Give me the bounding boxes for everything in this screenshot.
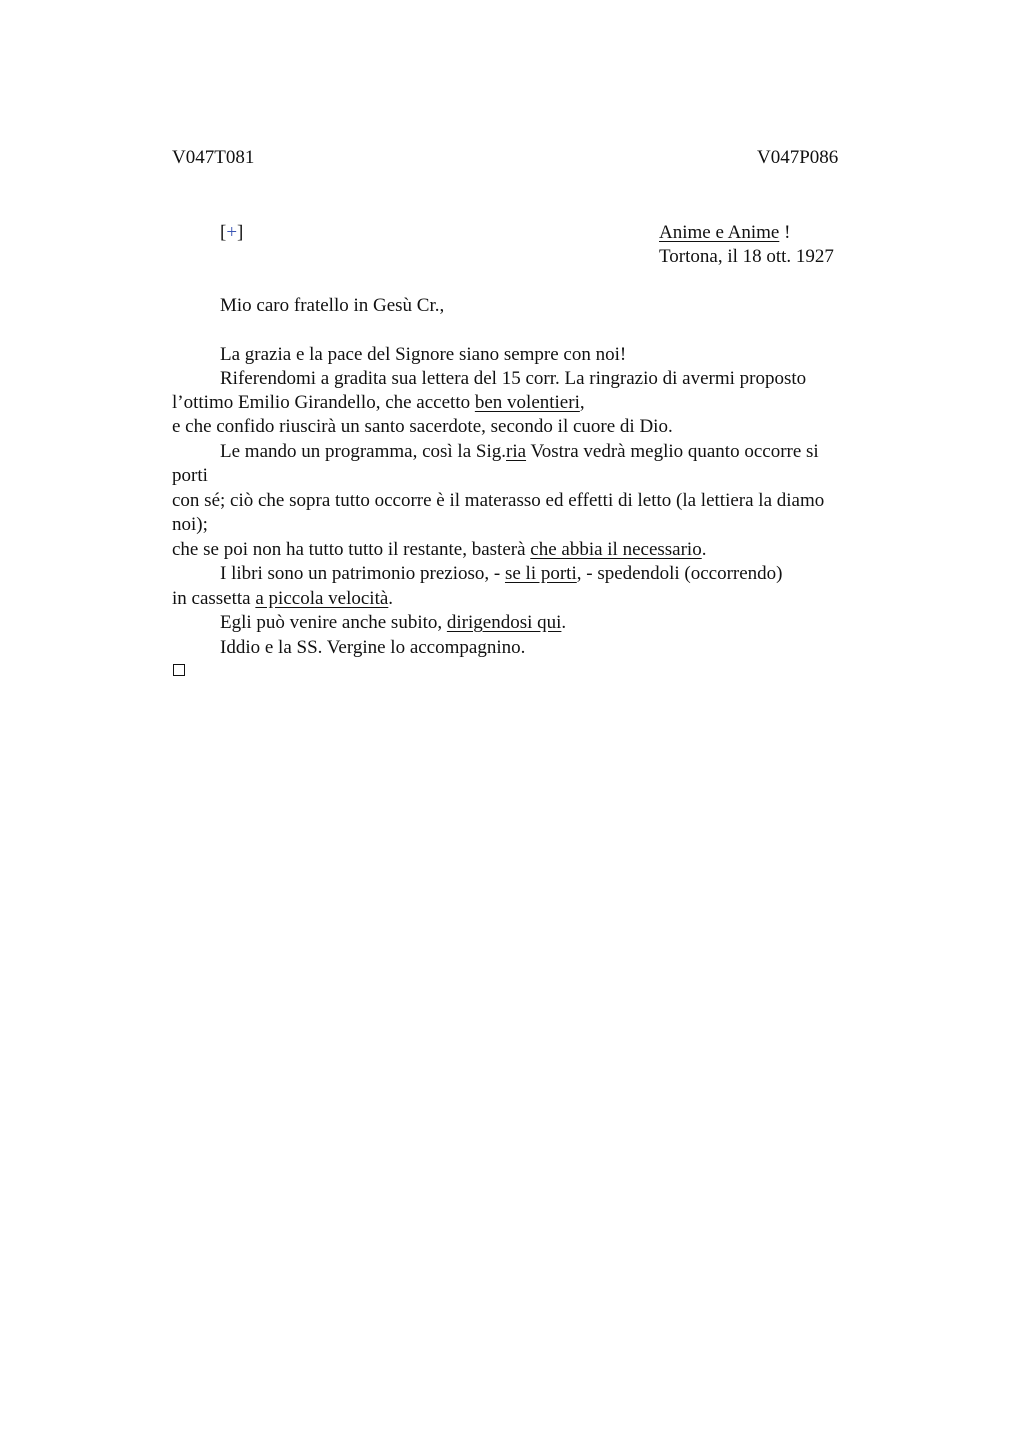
body-line-10-underlined: se li porti bbox=[504, 563, 577, 584]
body-line-7: con sé; ciò che sopra tutto occorre è il materasso ed effetti di letto (la lettiera la diamo bbox=[172, 490, 825, 511]
bracket-open: [ bbox=[220, 222, 227, 243]
body-line-6: porti bbox=[172, 465, 208, 486]
body-line-3 bbox=[172, 391, 585, 415]
body-line-10-b: , - spedendoli (occorrendo) bbox=[576, 563, 783, 584]
motto-punct: ! bbox=[779, 222, 791, 243]
body-line-4: e che confido riuscirà un santo sacerdote, secondo il cuore di Dio. bbox=[172, 416, 673, 437]
body-line-11-a: in cassetta bbox=[172, 588, 256, 609]
motto-text: Anime e Anime bbox=[659, 222, 780, 243]
square-end-mark-icon bbox=[173, 664, 185, 676]
body-line-8: noi); bbox=[172, 514, 208, 535]
salutation: Mio caro fratello in Gesù Cr., bbox=[220, 295, 445, 316]
document-code-left: V047T081 bbox=[172, 147, 255, 168]
body-line-2: Riferendomi a gradita sua lettera del 15 corr. La ringrazio di avermi proposto bbox=[220, 368, 807, 389]
body-line-13: Iddio e la SS. Vergine lo accompagnino. bbox=[220, 637, 526, 658]
body-line-9-b: . bbox=[701, 539, 707, 560]
body-line-5 bbox=[220, 440, 819, 464]
body-line-1: La grazia e la pace del Signore siano sempre con noi! bbox=[220, 344, 627, 365]
cross-mark bbox=[220, 221, 243, 245]
document-code-right: V047P086 bbox=[757, 147, 839, 168]
body-line-9-underlined: che abbia il necessario bbox=[530, 539, 702, 560]
body-line-11-b: . bbox=[388, 588, 394, 609]
body-line-10 bbox=[220, 562, 783, 586]
body-line-5-b: Vostra vedrà meglio quanto occorre si bbox=[526, 441, 819, 462]
body-line-5-underlined: ria bbox=[506, 441, 527, 462]
body-line-3-underlined: ben volentieri bbox=[474, 392, 580, 413]
body-line-5-a: Le mando un programma, così la Sig. bbox=[220, 441, 506, 462]
letter-motto bbox=[659, 221, 790, 245]
body-line-11 bbox=[172, 587, 393, 611]
cross-icon: + bbox=[226, 222, 238, 243]
place-date: Tortona, il 18 ott. 1927 bbox=[659, 246, 834, 267]
body-line-10-a: I libri sono un patrimonio prezioso, - bbox=[220, 563, 505, 584]
body-line-9 bbox=[172, 538, 706, 562]
body-line-3-a: l’ottimo Emilio Girandello, che accetto bbox=[172, 392, 475, 413]
body-line-12 bbox=[220, 611, 566, 635]
body-line-12-b: . bbox=[561, 612, 567, 633]
body-line-12-underlined: dirigendosi qui bbox=[446, 612, 562, 633]
body-line-12-a: Egli può venire anche subito, bbox=[220, 612, 447, 633]
body-line-3-b: , bbox=[579, 392, 585, 413]
body-line-11-underlined: a piccola velocità bbox=[255, 588, 389, 609]
body-line-9-a: che se poi non ha tutto tutto il restante, basterà bbox=[172, 539, 531, 560]
bracket-close: ] bbox=[237, 222, 244, 243]
